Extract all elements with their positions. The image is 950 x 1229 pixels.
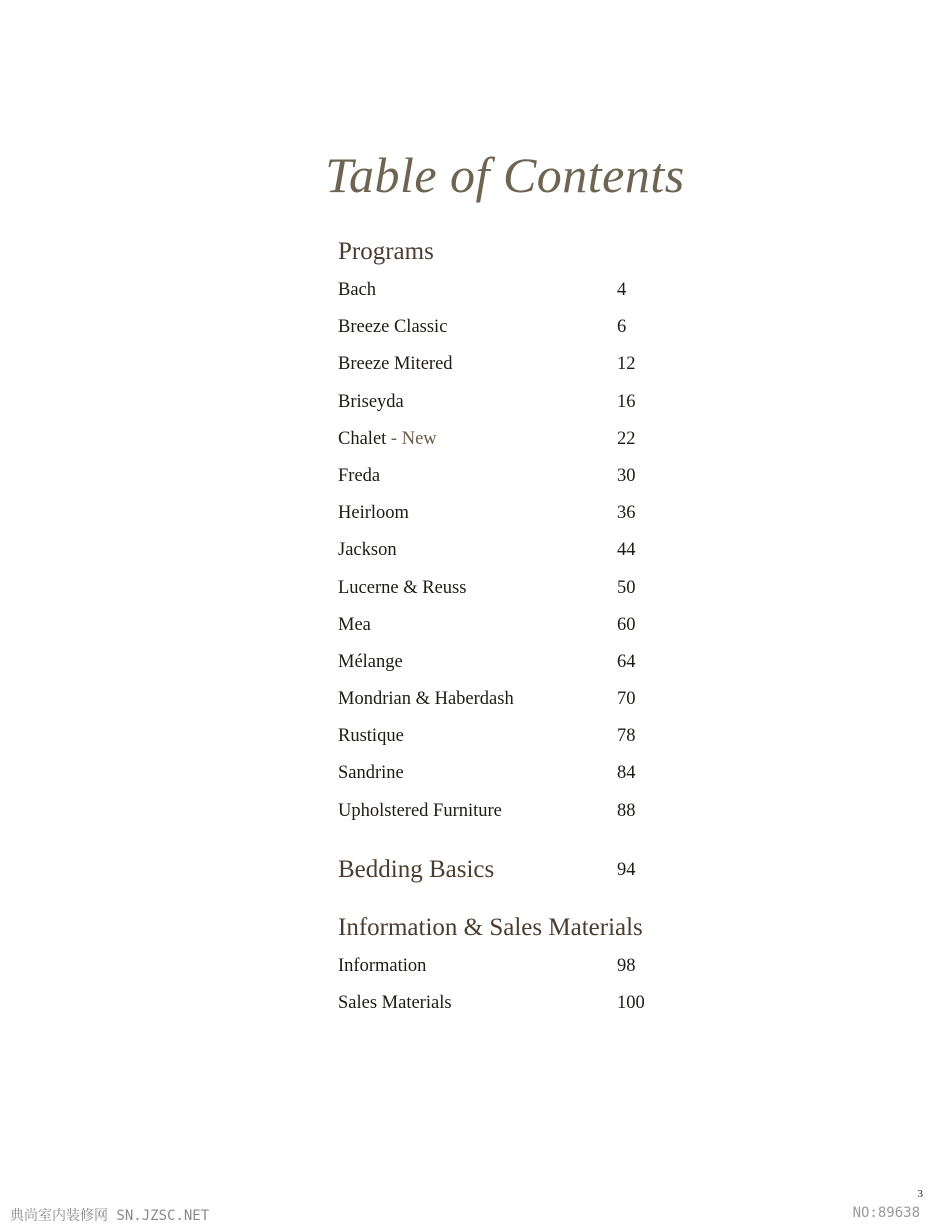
new-tag: - New xyxy=(386,428,437,449)
toc-entry-label: Jackson xyxy=(338,540,397,561)
toc-entry-label: Mélange xyxy=(338,651,403,672)
watermark-right: NO:89638 xyxy=(852,1205,920,1221)
toc-entry-page: 50 xyxy=(617,577,636,598)
toc-entry-label: Freda xyxy=(338,465,381,486)
toc-entry-breeze-classic[interactable] xyxy=(338,309,678,346)
toc-entry-page: 78 xyxy=(617,726,636,747)
page-title: Table of Contents xyxy=(325,147,685,203)
toc-entry-mondrian-haberdash[interactable] xyxy=(338,681,678,718)
toc-entry-page: 36 xyxy=(617,503,636,524)
toc-entry-briseyda[interactable] xyxy=(338,384,678,421)
table-of-contents xyxy=(338,232,678,1022)
spacer xyxy=(338,890,678,908)
toc-entry-page: 88 xyxy=(617,800,636,821)
toc-entry-label: Sandrine xyxy=(338,763,404,784)
toc-entry-page: 22 xyxy=(617,428,636,449)
toc-entry-page: 6 xyxy=(617,317,627,338)
toc-entry-page: 44 xyxy=(617,540,636,561)
toc-entry-page: 16 xyxy=(617,391,636,412)
toc-entry-breeze-mitered[interactable] xyxy=(338,346,678,383)
toc-entry-jackson[interactable] xyxy=(338,532,678,569)
toc-entry-page: 30 xyxy=(617,465,636,486)
toc-entry-label: Lucerne & Reuss xyxy=(338,577,467,598)
toc-entry-label: Information xyxy=(338,955,427,976)
toc-entry-chalet[interactable] xyxy=(338,421,678,458)
toc-entry-page: 70 xyxy=(617,689,636,710)
toc-entry-label-group xyxy=(338,421,437,458)
watermark-left: 典尚室内装修网 SN.JZSC.NET xyxy=(10,1208,210,1224)
section-heading-information-sales: Information & Sales Materials xyxy=(338,913,643,941)
toc-entry-page: 64 xyxy=(617,651,636,672)
page-number: 3 xyxy=(917,1188,923,1200)
toc-entry-page: 100 xyxy=(617,993,645,1013)
toc-entry-page: 4 xyxy=(617,280,627,300)
toc-entry-sandrine[interactable] xyxy=(338,755,678,792)
toc-entry-lucerne-reuss[interactable] xyxy=(338,570,678,607)
toc-entry-page: 12 xyxy=(617,354,636,375)
toc-entry-label: Breeze Mitered xyxy=(338,354,453,375)
section-heading-bedding-basics: Bedding Basics xyxy=(338,855,495,883)
spacer xyxy=(338,830,678,850)
toc-entry-label: Bach xyxy=(338,280,377,300)
toc-entry-freda[interactable] xyxy=(338,458,678,495)
toc-entry-bach[interactable] xyxy=(338,272,678,309)
toc-entry-page: 84 xyxy=(617,763,636,784)
toc-entry-label: Mondrian & Haberdash xyxy=(338,689,514,710)
toc-entry-label: Breeze Classic xyxy=(338,317,448,338)
toc-entry-label: Chalet xyxy=(338,428,387,449)
toc-entry-label: Heirloom xyxy=(338,503,409,524)
toc-entry-label: Sales Materials xyxy=(338,993,452,1013)
toc-entry-page: 98 xyxy=(617,955,636,976)
toc-entry-label: Rustique xyxy=(338,726,404,747)
toc-entry-information[interactable] xyxy=(338,948,678,985)
toc-section-bedding-basics[interactable] xyxy=(338,850,678,890)
toc-entry-rustique[interactable] xyxy=(338,718,678,755)
toc-entry-mea[interactable] xyxy=(338,607,678,644)
toc-entry-sales-materials[interactable] xyxy=(338,985,678,1022)
toc-entry-page: 94 xyxy=(617,859,636,880)
toc-entry-label: Mea xyxy=(338,614,371,635)
toc-entry-page: 60 xyxy=(617,614,636,635)
section-heading-programs: Programs xyxy=(338,238,434,265)
toc-entry-melange[interactable] xyxy=(338,644,678,681)
toc-entry-upholstered-furniture[interactable] xyxy=(338,793,678,830)
toc-entry-label: Upholstered Furniture xyxy=(338,800,502,821)
toc-entry-heirloom[interactable] xyxy=(338,495,678,532)
toc-entry-label: Briseyda xyxy=(338,391,404,412)
